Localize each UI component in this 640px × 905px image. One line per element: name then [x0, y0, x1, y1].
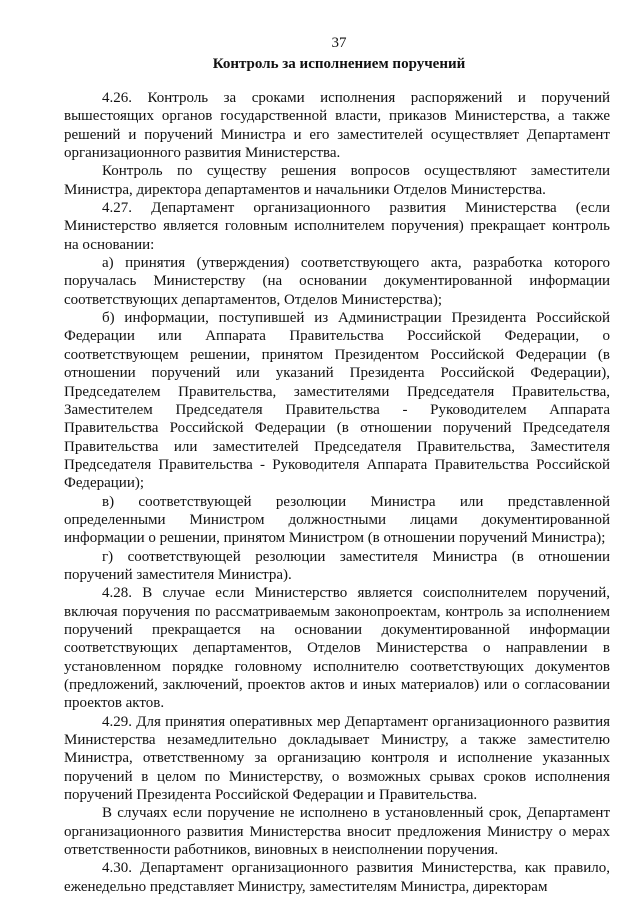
paragraph-4-29-failure: В случаях если поручение не исполнено в установленный срок, Департамент организационного развития Министерства вносит предложения Министру о мерах ответственности работников, виновных в неисполнении поручения.: [64, 805, 610, 859]
page-number: 37: [331, 35, 347, 51]
paragraph-4-27-a: а) принятия (утверждения) соответствующего акта, разработка которого поручалась Министерству (на основании документированной информации соответствующих департаментов, Отделов Министерства);: [64, 255, 610, 308]
paragraph-4-27-b: б) информации, поступившей из Администрации Президента Российской Федерации или Аппарата Правительства Российской Федерации, о соответствующем решении, принятом Президентом Российской Федерации (в отношении поручений или указаний Президента Российской Федерации), Председателем Правительства, заместителями Председателя Правительства, Заместителем Председателя Правительства - Руководителем Аппарата Правительства Российской Федерации (в отношении поручений Председателя Правительства или заместителей Председателя Правительства, Заместителя Председателя Правительства - Руководителя Аппарата Правительства Российской Федерации);: [64, 310, 610, 492]
paragraph-4-27-g: г) соответствующей резолюции заместителя Министра (в отношении поручений заместителя Министра).: [64, 548, 610, 583]
section-title: Контроль за исполнением поручений: [212, 56, 466, 72]
paragraph-4-29: 4.29. Для принятия оперативных мер Департамент организационного развития Министерства незамедлительно докладывает Министру, а также заместителю Министра, ответственному за организацию контроля и исполнение указанных поручений в целом по Министерству, о возможных срывах сроков исполнения поручений Президента Российской Федерации и Правительства.: [64, 713, 610, 804]
paragraph-control-essence: Контроль по существу решения вопросов осуществляют заместители Министра, директора департаментов и начальники Отделов Министерства.: [64, 163, 610, 198]
paragraph-4-30: 4.30. Департамент организационного развития Министерства, как правило, еженедельно представляет Министру, заместителям Министра, директорам: [64, 860, 610, 895]
paragraph-4-28: 4.28. В случае если Министерство является соисполнителем поручений, включая поручения по рассматриваемым законопроектам, контроль за исполнением поручений прекращается на основании документированной информации соответствующих департаментов, Отделов Министерства о направлении в установленном порядке головному исполнителю соответствующих документов (предложений, заключений, проектов актов и иных материалов) или о согласовании проектов актов.: [64, 585, 610, 712]
paragraph-4-27-v: в) соответствующей резолюции Министра или представленной определенными Министром должностными лицами документированной информации о решении, принятом Министром (в отношении поручений Министра);: [64, 493, 610, 547]
paragraph-4-27: 4.27. Департамент организационного развития Министерства (если Министерство является головным исполнителем поручения) прекращает контроль на основании:: [64, 200, 610, 253]
document-body: [64, 89, 610, 896]
paragraph-4-26: 4.26. Контроль за сроками исполнения распоряжений и поручений вышестоящих органов государственной власти, приказов Министерства, а также решений и поручений Министра и его заместителей осуществляет Департамент организационного развития Министерства.: [64, 90, 610, 162]
